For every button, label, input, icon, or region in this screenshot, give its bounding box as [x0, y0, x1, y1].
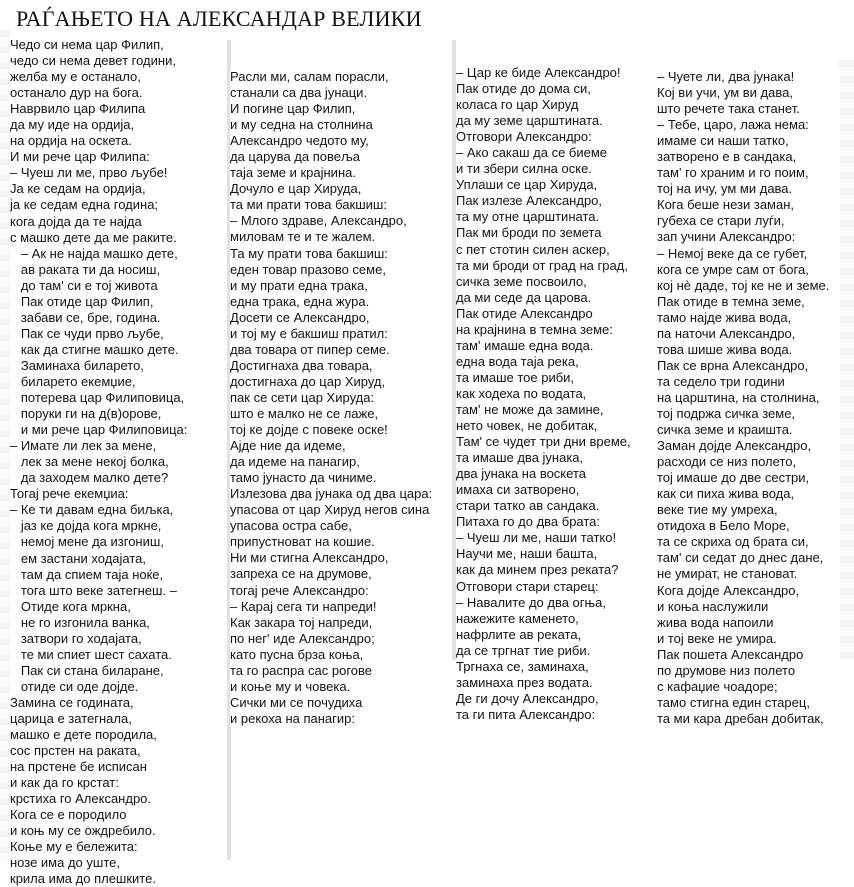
poem-line: отиде си оде дојде. [10, 678, 139, 694]
poem-line: пак се сети цар Хируда: [230, 389, 375, 405]
poem-line: Кога се е породило [10, 807, 127, 823]
poem-line: тој имаше до две сестри, [657, 470, 810, 486]
poem-line: Пак отиде до дома си, [456, 81, 591, 97]
poem-line: Кој ви учи, ум ви дава, [657, 85, 793, 101]
poem-line: миловам те и те жалем. [230, 229, 376, 245]
poem-line: тој подржа сичка земе, [657, 405, 796, 421]
poem-line: не го изгонила ванка, [10, 614, 150, 630]
poem-line: И ми рече цар Филипа: [10, 149, 150, 165]
poem-line: Уплаши се цар Хируда, [456, 177, 598, 193]
poem-line: да му иде на ордија, [10, 117, 135, 133]
poem-line: като пусна брза коња, [230, 646, 364, 662]
poem-line: там' не може да замине, [456, 401, 604, 417]
poem-line: и коње му и човека. [230, 678, 351, 694]
poem-line: там' имаше една вода. [456, 337, 594, 353]
poem-line: та ми кара дребан добитак, [657, 710, 824, 726]
poem-line: крстиха го Александро. [10, 791, 152, 807]
poem-line: – Тебе, царо, лажа нема: [657, 117, 809, 133]
poem-line: на ордија на оскета. [10, 133, 132, 149]
poem-line: и тој му е бакшиш пратил: [230, 325, 388, 341]
poem-line: – Ако сакаш да се биеме [456, 145, 608, 161]
poem-line: и коњ му се ождребило. [10, 823, 156, 839]
poem-line: – Имате ли лек за мене, [10, 438, 157, 454]
poem-line: Александро чедото му, [230, 133, 369, 149]
poem-line: лек за мене некој болка, [10, 454, 169, 470]
poem-line: – Немој веке да се губет, [657, 245, 808, 261]
poem-line: Расли ми, салам порасли, [230, 69, 389, 84]
poem-line: с пет стотин силен аскер, [456, 241, 610, 257]
poem-line: да царува да повеља [230, 149, 360, 165]
poem-line: Как закара тој напреди, [230, 614, 373, 630]
poem-line: тогај рече Александро: [230, 582, 369, 598]
poem-line: как да стигне машко дете. [10, 341, 179, 357]
poem-line: Достигнаха два товара, [230, 357, 373, 373]
poem-line: там' го храним и го поим, [657, 165, 809, 181]
poem-line: жива вода напоили [657, 614, 774, 630]
bleed-through-strip [838, 60, 854, 660]
poem-line: Чедо си нема цар Филип, [10, 37, 164, 52]
poem-line: И погине цар Филип, [230, 101, 356, 117]
poem-line: зап учини Александро: [657, 229, 796, 245]
poem-line: отидоха в Бело Море, [657, 518, 790, 534]
poem-line: Пак отиде цар Филип, [10, 293, 154, 309]
poem-line: стари татко ав сандака. [456, 498, 600, 514]
poem-line: и ти збери силна оске. [456, 161, 592, 177]
poem-line: те ми спиет шест сахата. [10, 646, 172, 662]
poem-line: таја земе и крајнина. [230, 165, 356, 181]
poem-line: веке тие му умреха, [657, 502, 778, 518]
poem-line: – Чуеш ли ме, наши татко! [456, 530, 617, 546]
poem-line: Ја ке седам на ордија, [10, 181, 146, 197]
bleed-through-strip [0, 30, 10, 860]
poem-line: Пак пошета Александро [657, 646, 804, 662]
poem-line: Дочуло е цар Хируда, [230, 181, 362, 197]
poem-line: станали са два јунаци. [230, 85, 368, 101]
poem-line: та се скриха од брата си, [657, 534, 809, 550]
poem-line: и тој веке не умира. [657, 630, 777, 646]
poem-line: што речете така станет. [657, 101, 800, 117]
poem-line: – Чуете ли, два јунака! [657, 69, 795, 84]
poem-line: Пак се чуди прво љубе, [10, 325, 164, 341]
poem-line: Заминаха биларето, [10, 357, 144, 373]
poem-line: јаз ке дојда кога мркне, [10, 518, 162, 534]
poem-line: царица е затегнала, [10, 710, 132, 726]
poem-line: два товара от пипер семе. [230, 341, 390, 357]
poem-line: та го распра сас рогове [230, 662, 372, 678]
poem-line: нафрлите ав реката, [456, 626, 582, 642]
poem-line: припустноват на кошие. [230, 534, 375, 550]
poem-line: сос прстен на раката, [10, 743, 141, 759]
poem-title: РАЃАЊЕТО НА АЛЕКСАНДАР ВЕЛИКИ [16, 6, 422, 31]
poem-line: това шише жива вода. [657, 341, 793, 357]
poem-line: Та му прати това бакшиш: [230, 245, 388, 261]
poem-line: да идеме на панагир, [230, 454, 360, 470]
poem-line: там да спием таја ноќе, [10, 566, 164, 582]
poem-line: Там' се чудет три дни време, [456, 434, 631, 450]
poem-line: там' си седат до днес дане, [657, 550, 824, 566]
poem-line: – Ке ти давам една биљка, [10, 502, 174, 518]
poem-line: та му отне царштината. [456, 209, 600, 225]
poem-line: Досети се Александро, [230, 309, 370, 325]
poem-line: еден товар празово семе, [230, 261, 386, 277]
poem-column-2 [230, 69, 452, 727]
poem-line: Тргнаха се, заминаха, [456, 658, 589, 674]
poem-line: тамо стигна един старец, [657, 694, 810, 710]
poem-line: машко е дете породила, [10, 727, 157, 743]
poem-line: желба му е останало, [10, 69, 141, 85]
poem-line: сичка земе и краишта. [657, 422, 793, 438]
poem-line: – Навалите до два огња, [456, 594, 606, 610]
poem-line: Сички ми се почудиха [230, 694, 363, 710]
poem-line: Де ги дочу Александро, [456, 690, 599, 706]
poem-line: запреха се на друмове, [230, 566, 372, 582]
poem-line: немој мене да изгониш, [10, 534, 164, 550]
poem-line: да му земе царштината. [456, 113, 603, 129]
poem-line: Пак си стана биларане, [10, 662, 164, 678]
poem-line: забави се, бре, година. [10, 309, 161, 325]
poem-line: Научи ме, наши башта, [456, 546, 598, 562]
poem-line: как да минем през реката? [456, 562, 619, 578]
poem-line: нозе има до уште, [10, 855, 120, 871]
poem-line: тога што веке затегнеш. – [10, 582, 177, 598]
poem-line: Отиде кога мркна, [10, 598, 131, 614]
poem-line: ем застани ходајата, [10, 550, 146, 566]
poem-line: тој ке дојде с повеке оске! [230, 422, 388, 438]
poem-line: два јунака на воскета [456, 466, 586, 482]
poem-line: – Ак не најда машко дете, [10, 245, 178, 261]
poem-line: упасова от цар Хируд негов сина [230, 502, 430, 518]
poem-line: по друмове низ полето [657, 662, 796, 678]
poem-line: та ми броди от град на град, [456, 257, 628, 273]
poem-line: та имаше тое риби, [456, 369, 575, 385]
poem-line: затворено е в сандака, [657, 149, 797, 165]
poem-line: биларето екемџие, [10, 373, 136, 389]
poem-line: Замина се годината, [10, 694, 134, 710]
poem-line: и ми рече цар Филиповица: [10, 422, 188, 438]
poem-line: останало дур на бога. [10, 85, 143, 101]
poem-line: Пак ми броди по земета [456, 225, 602, 241]
poem-column-3 [456, 65, 654, 723]
poem-line: нето човек, не добитак, [456, 418, 598, 434]
poem-line: и му прати една трака, [230, 277, 368, 293]
poem-line: Ни ми стигна Александро, [230, 550, 389, 566]
poem-line: Пак отиде в темна земе, [657, 293, 805, 309]
poem-line: не умират, не становат. [657, 566, 798, 582]
poem-line: ав раката ти да носиш, [10, 261, 161, 277]
poem-line: тој на ичу, ум ми дава. [657, 181, 793, 197]
poem-line: Кога дојде Александро, [657, 582, 800, 598]
poem-line: па наточи Александро, [657, 325, 796, 341]
poem-line: с кафаџие чоадоре; [657, 678, 778, 694]
poem-line: на царштина, на столнина, [657, 389, 820, 405]
poem-line: коласа го цар Хируд [456, 97, 579, 113]
poem-line: имаха си затворено, [456, 482, 580, 498]
poem-line: Питаха го до два брата: [456, 514, 601, 530]
poem-line: та имаше два јунака, [456, 450, 584, 466]
poem-line: ја ке седам една година; [10, 197, 159, 213]
poem-line: как си пиха жива вода, [657, 486, 795, 502]
poem-line: расходи се низ полето, [657, 454, 797, 470]
poem-line: кој нè даде, тој ке не и земе. [657, 277, 830, 293]
poem-line: да ми седе да царова. [456, 289, 592, 305]
poem-line: една вода таја река, [456, 353, 579, 369]
poem-line: Отговори стари старец: [456, 578, 599, 594]
poem-line: Отговори Александро: [456, 129, 592, 145]
poem-line: Наврвило цар Филипа [10, 101, 146, 117]
poem-line: тамо јунасто да чиниме. [230, 470, 377, 486]
poem-line: та седело три години [657, 373, 785, 389]
poem-line: и му седна на столнина [230, 117, 373, 133]
poem-line: поруки ги на д(в)орове, [10, 406, 162, 422]
poem-line: та ми прати това бакшиш: [230, 197, 387, 213]
poem-line: Излезова два јунака од два цара: [230, 486, 433, 502]
poem-line: да се тргнат тие риби. [456, 642, 591, 658]
poem-line: нажежите каменето, [456, 610, 579, 626]
poem-line: имаме си наши татко, [657, 133, 789, 149]
poem-line: достигнаха до цар Хируд, [230, 373, 386, 389]
poem-line: Пак отиде Александро [456, 305, 593, 321]
poem-line: заминаха през водата. [456, 674, 593, 690]
poem-line: та ги пита Александро: [456, 706, 596, 722]
poem-line: кога се умре сам от бога, [657, 261, 809, 277]
poem-line: Пак се врна Александро, [657, 357, 809, 373]
poem-column-4 [657, 69, 840, 727]
poem-line: – Карај сега ти напреди! [230, 598, 377, 614]
poem-line: на прстене бе исписан [10, 759, 147, 775]
poem-line: крила има до плешките. [10, 871, 156, 887]
poem-line: да заходем малко дете? [10, 470, 169, 486]
poem-line: Ајде ние да идеме, [230, 438, 346, 454]
poem-line: – Чуеш ли ме, прво љубе! [10, 165, 168, 181]
poem-line: тамо најде жива вода, [657, 309, 792, 325]
poem-line: – Млого здраве, Александро, [230, 213, 407, 229]
poem-line: и рекоха на панагир: [230, 710, 355, 726]
poem-line: кога дојда да те најда [10, 213, 142, 229]
poem-line: чедо си нема девет години, [10, 53, 176, 69]
poem-line: затвори го ходајата, [10, 630, 142, 646]
poem-column-1 [10, 37, 226, 887]
poem-line: упасова остра сабе, [230, 518, 352, 534]
poem-line: по нег' иде Александро; [230, 630, 375, 646]
poem-line: на крајнина в темна земе: [456, 321, 613, 337]
poem-line: с машко дете да ме раките. [10, 229, 177, 245]
poem-line: и как да го крстат: [10, 775, 119, 791]
poem-line: – Цар ке биде Александро! [456, 65, 621, 80]
poem-line: потерева цар Филиповица, [10, 390, 185, 406]
poem-line: Заман дојде Александро, [657, 438, 812, 454]
poem-line: што е малко не се лаже, [230, 405, 379, 421]
poem-line: Кога беше нези заман, [657, 197, 795, 213]
poem-line: Пак излезе Александро, [456, 193, 603, 209]
poem-line: до там' си е тој живота [10, 277, 158, 293]
poem-line: Коње му е бележита: [10, 839, 138, 855]
poem-line: една трака, една жура. [230, 293, 370, 309]
poem-line: губеха се стари луѓи, [657, 213, 785, 229]
poem-line: и коња наслужили [657, 598, 769, 614]
poem-line: сичка земе посвоило, [456, 273, 587, 289]
poem-line: как ходеха по водата, [456, 385, 587, 401]
poem-line: Тогај рече екемџиа: [10, 486, 129, 502]
